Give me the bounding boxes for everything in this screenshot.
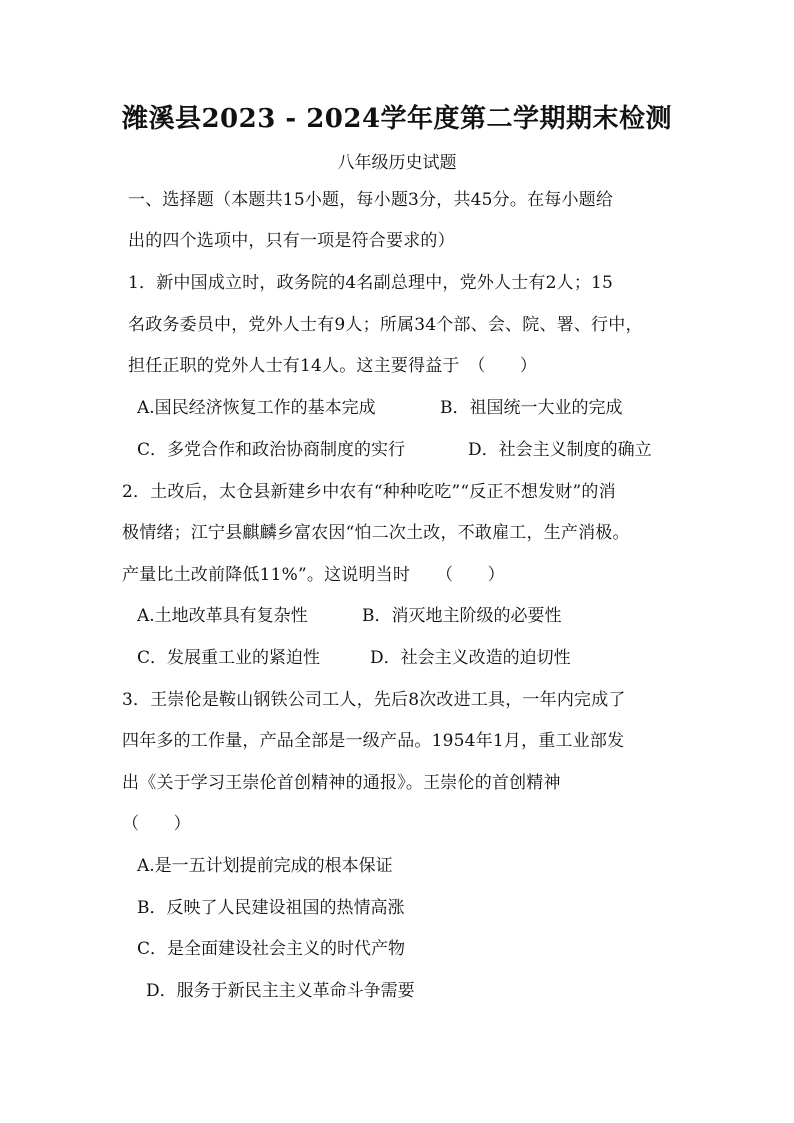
exam-subtitle: 八年级历史试题 bbox=[337, 153, 457, 173]
section-heading-line-1: 一、选择题（本题共15小题，每小题3分，共45分。在每小题给 bbox=[128, 190, 614, 210]
question-3-option-a: A.是一五计划提前完成的根本保证 bbox=[137, 856, 393, 876]
question-2-option-a: A.土地改革具有复杂性 bbox=[137, 606, 308, 626]
question-1-line-2: 名政务委员中，党外人士有9人；所属34个部、会、院、署、行中， bbox=[128, 315, 643, 335]
exam-title: 潍溪县2023 - 2024学年度第二学期期末检测 bbox=[121, 104, 673, 134]
question-3-line-3: 出《关于学习王崇伦首创精神的通报》。王崇伦的首创精神 bbox=[122, 773, 561, 793]
question-3-line-4: （ ） bbox=[122, 814, 191, 834]
question-1-line-1: 1．新中国成立时，政务院的4名副总理中，党外人士有2人；15 bbox=[128, 273, 614, 293]
question-2-line-3: 产量比土改前降低11%”。这说明当时 （ ） bbox=[122, 565, 505, 585]
question-3-option-c: C．是全面建设社会主义的时代产物 bbox=[137, 939, 406, 959]
question-2-option-d: D．社会主义改造的迫切性 bbox=[370, 648, 571, 668]
question-1-option-d: D．社会主义制度的确立 bbox=[468, 440, 652, 460]
question-2-option-b: B．消灭地主阶级的必要性 bbox=[362, 606, 562, 626]
question-2-line-2: 极情绪；江宁县麒麟乡富农因“怕二次土改，不敢雇工，生产消极。 bbox=[122, 523, 630, 543]
question-1-option-b: B．祖国统一大业的完成 bbox=[440, 398, 623, 418]
question-3-line-2: 四年多的工作量，产品全部是一级产品。1954年1月，重工业部发 bbox=[122, 731, 625, 751]
question-1-line-3: 担任正职的党外人士有14人。这主要得益于 （ ） bbox=[128, 356, 538, 376]
question-3-option-b: B．反映了人民建设祖国的热情高涨 bbox=[137, 898, 405, 918]
question-3-line-1: 3．王崇伦是鞍山钢铁公司工人，先后8次改进工具，一年内完成了 bbox=[122, 690, 626, 710]
question-2-option-c: C．发展重工业的紧迫性 bbox=[137, 648, 321, 668]
section-heading-line-2: 出的四个选项中，只有一项是符合要求的） bbox=[128, 231, 455, 251]
question-1-option-c: C．多党合作和政治协商制度的实行 bbox=[137, 440, 406, 460]
question-1-option-a: A.国民经济恢复工作的基本完成 bbox=[137, 398, 376, 418]
question-3-option-d: D．服务于新民主主义革命斗争需要 bbox=[146, 981, 415, 1001]
question-2-line-1: 2．土改后，太仓县新建乡中农有“种种吃吃”“反正不想发财”的消 bbox=[122, 482, 616, 502]
